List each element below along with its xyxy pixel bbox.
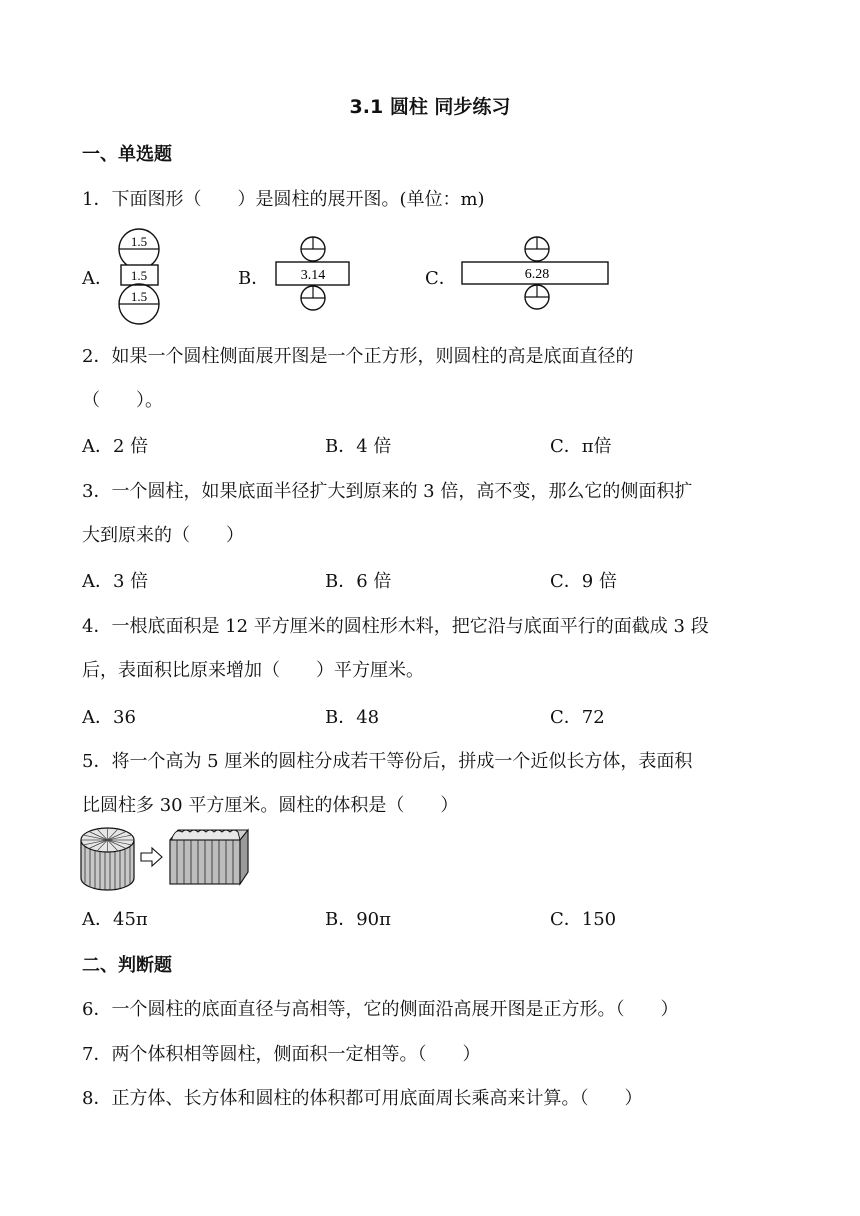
q3-option-b[interactable]: B．6 倍	[325, 571, 392, 592]
q5-cylinder-to-cuboid-figure	[80, 826, 252, 892]
q1-figure-c	[458, 235, 614, 313]
question-2-line-1: 2．如果一个圆柱侧面展开图是一个正方形，则圆柱的高是底面直径的	[82, 346, 634, 367]
question-8-text: 8．正方体、长方体和圆柱的体积都可用底面周长乘高来计算。（ ）	[82, 1088, 643, 1109]
page-title: 3.1 圆柱 同步练习	[349, 96, 511, 118]
question-7-text: 7．两个体积相等圆柱，侧面积一定相等。（ ）	[82, 1044, 481, 1065]
q4-option-a[interactable]: A．36	[82, 707, 136, 728]
q2-option-a[interactable]: A．2 倍	[82, 436, 149, 457]
q4-option-c[interactable]: C．72	[550, 707, 605, 728]
question-2-line-2: （ ）。	[82, 390, 163, 411]
q2-option-c[interactable]: C．π倍	[550, 436, 612, 457]
question-1-text: 1．下面图形（ ）是圆柱的展开图。(单位：m)	[82, 189, 485, 210]
question-5-line-2: 比圆柱多 30 平方厘米。圆柱的体积是（ ）	[82, 795, 459, 816]
q1-figure-b	[270, 235, 356, 313]
fig-a-top-label: 1.5	[130, 234, 148, 249]
q3-option-c[interactable]: C．9 倍	[550, 571, 617, 592]
fig-a-bottom-label: 1.5	[130, 289, 148, 304]
q5-option-b[interactable]: B．90π	[325, 909, 391, 930]
question-4-line-2: 后，表面积比原来增加（ ）平方厘米。	[82, 660, 424, 681]
q1-figure-a	[112, 228, 162, 326]
question-5-line-1: 5．将一个高为 5 厘米的圆柱分成若干等份后，拼成一个近似长方体，表面积	[82, 751, 693, 772]
q1-option-c-label: C．	[425, 268, 457, 289]
q1-option-a-label: A．	[82, 268, 113, 289]
section-heading-true-false: 二、判断题	[82, 955, 172, 976]
q4-option-b[interactable]: B．48	[325, 707, 380, 728]
fig-c-mid-label: 6.28	[524, 267, 550, 282]
question-3-line-1: 3．一个圆柱，如果底面半径扩大到原来的 3 倍，高不变，那么它的侧面积扩	[82, 481, 693, 502]
section-heading-single-choice: 一、单选题	[82, 144, 172, 165]
fig-a-mid-label: 1.5	[130, 268, 148, 283]
q5-option-c[interactable]: C．150	[550, 909, 617, 930]
q3-option-a[interactable]: A．3 倍	[82, 571, 149, 592]
question-4-line-1: 4．一根底面积是 12 平方厘米的圆柱形木料，把它沿与底面平行的面截成 3 段	[82, 616, 709, 637]
q1-option-b-label: B．	[238, 268, 270, 289]
fig-b-mid-label: 3.14	[300, 268, 326, 283]
q2-option-b[interactable]: B．4 倍	[325, 436, 392, 457]
q5-option-a[interactable]: A．45π	[82, 909, 148, 930]
question-3-line-2: 大到原来的（ ）	[82, 525, 244, 546]
question-6-text: 6．一个圆柱的底面直径与高相等，它的侧面沿高展开图是正方形。（ ）	[82, 999, 679, 1020]
